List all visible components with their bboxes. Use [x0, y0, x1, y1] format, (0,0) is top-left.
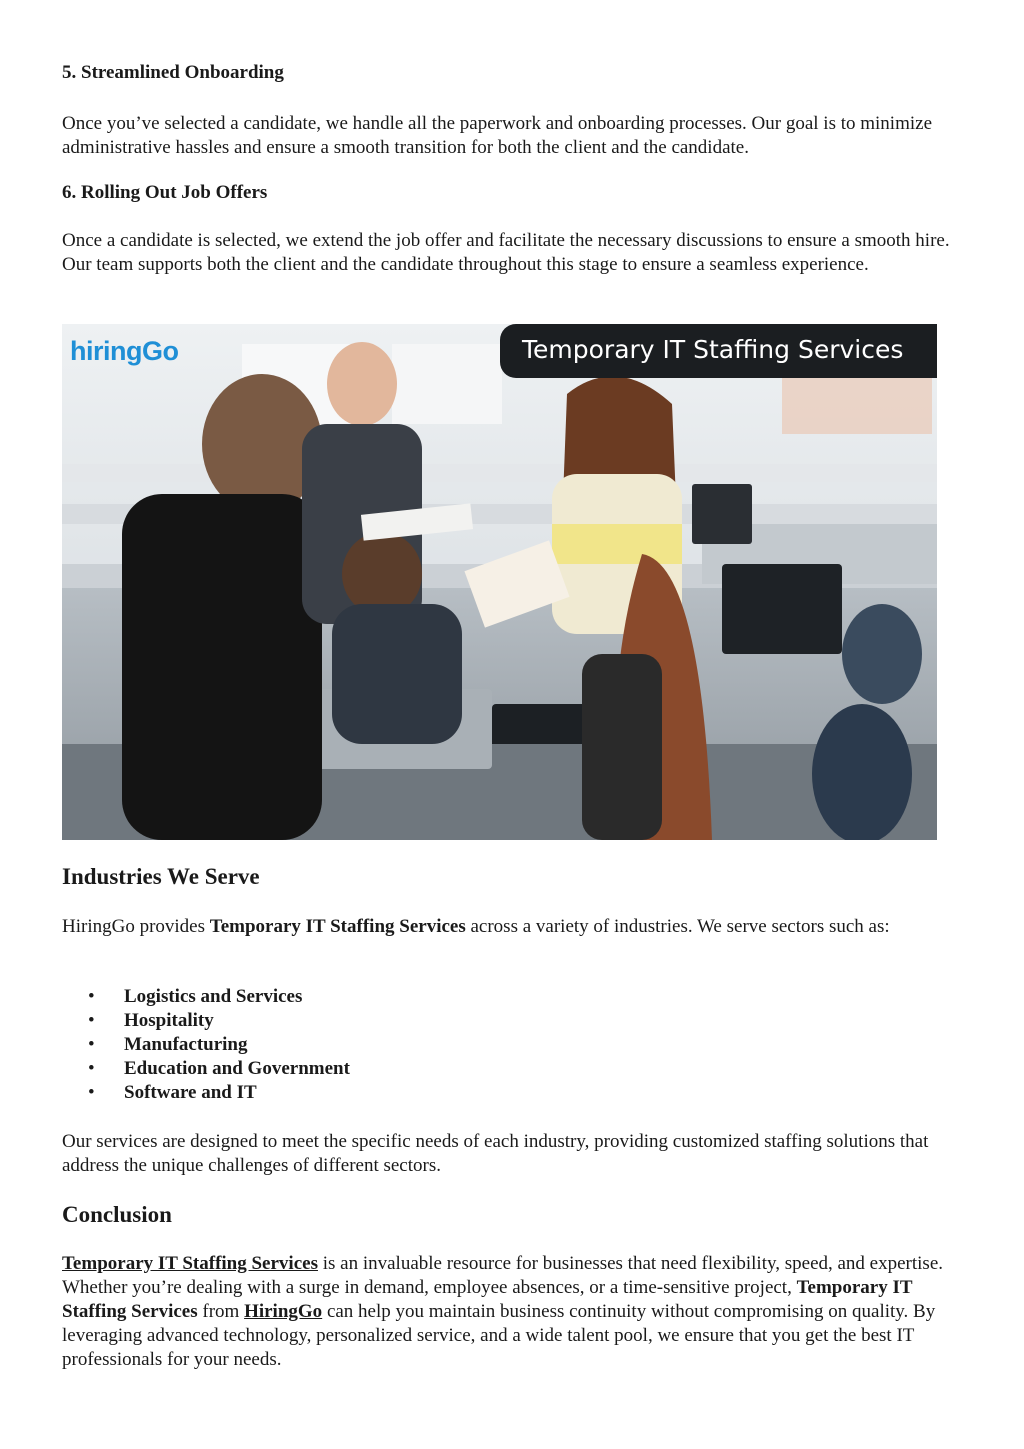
onboarding-heading: 5. Streamlined Onboarding — [62, 62, 284, 83]
industries-list — [62, 985, 350, 1105]
list-item: • Hospitality — [62, 1009, 350, 1033]
office-scene-illustration — [62, 324, 937, 840]
hero-image — [62, 324, 937, 840]
job-offers-heading: 6. Rolling Out Job Offers — [62, 182, 268, 203]
hero-banner — [500, 324, 937, 378]
conclusion-bold: Temporary IT Staffing Services — [62, 1277, 913, 1322]
conclusion-heading: Conclusion — [62, 1202, 172, 1227]
hero-banner-text: Temporary IT Staffing Services — [522, 335, 904, 364]
conclusion-paragraph: Temporary IT Staffing Services is an invaluable resource for businesses that need flexibility, speed, and expertise. Whether you’re dealing with a surge in demand, employee absences, or a time-sensitive project, Temporary IT Staffing Services from HiringGo can help you maintain business continuity without compromising on quality. By leveraging advanced technology, personalized service, and a wide talent pool, we ensure that you get the best IT professionals for your needs. — [62, 1253, 944, 1370]
industries-intro: HiringGo provides Temporary IT Staffing Services across a variety of industries. We serve sectors such as: — [62, 916, 890, 937]
list-item: • Logistics and Services — [62, 985, 350, 1009]
temporary-it-staffing-link[interactable]: Temporary IT Staffing Services — [62, 1253, 318, 1274]
list-item: • Manufacturing — [62, 1033, 350, 1057]
list-item: • Education and Government — [62, 1057, 350, 1081]
job-offers-paragraph: Once a candidate is selected, we extend the job offer and facilitate the necessary discussions to ensure a smooth hire. Our team supports both the client and the candidate throughout this stage to ensure a seamless experience. — [62, 230, 950, 275]
onboarding-paragraph: Once you’ve selected a candidate, we handle all the paperwork and onboarding processes. Our goal is to minimize administrative hassles and ensure a smooth transition for both the client and the candidate. — [62, 113, 933, 158]
industries-intro-bold: Temporary IT Staffing Services — [209, 916, 466, 937]
industries-outro: Our services are designed to meet the specific needs of each industry, providing customized staffing solutions that address the unique challenges of different sectors. — [62, 1131, 929, 1176]
hiringgo-logo: hiringGo — [70, 336, 179, 366]
hiringgo-link[interactable]: HiringGo — [244, 1301, 323, 1322]
list-item: • Software and IT — [62, 1081, 350, 1105]
industries-heading: Industries We Serve — [62, 864, 260, 889]
